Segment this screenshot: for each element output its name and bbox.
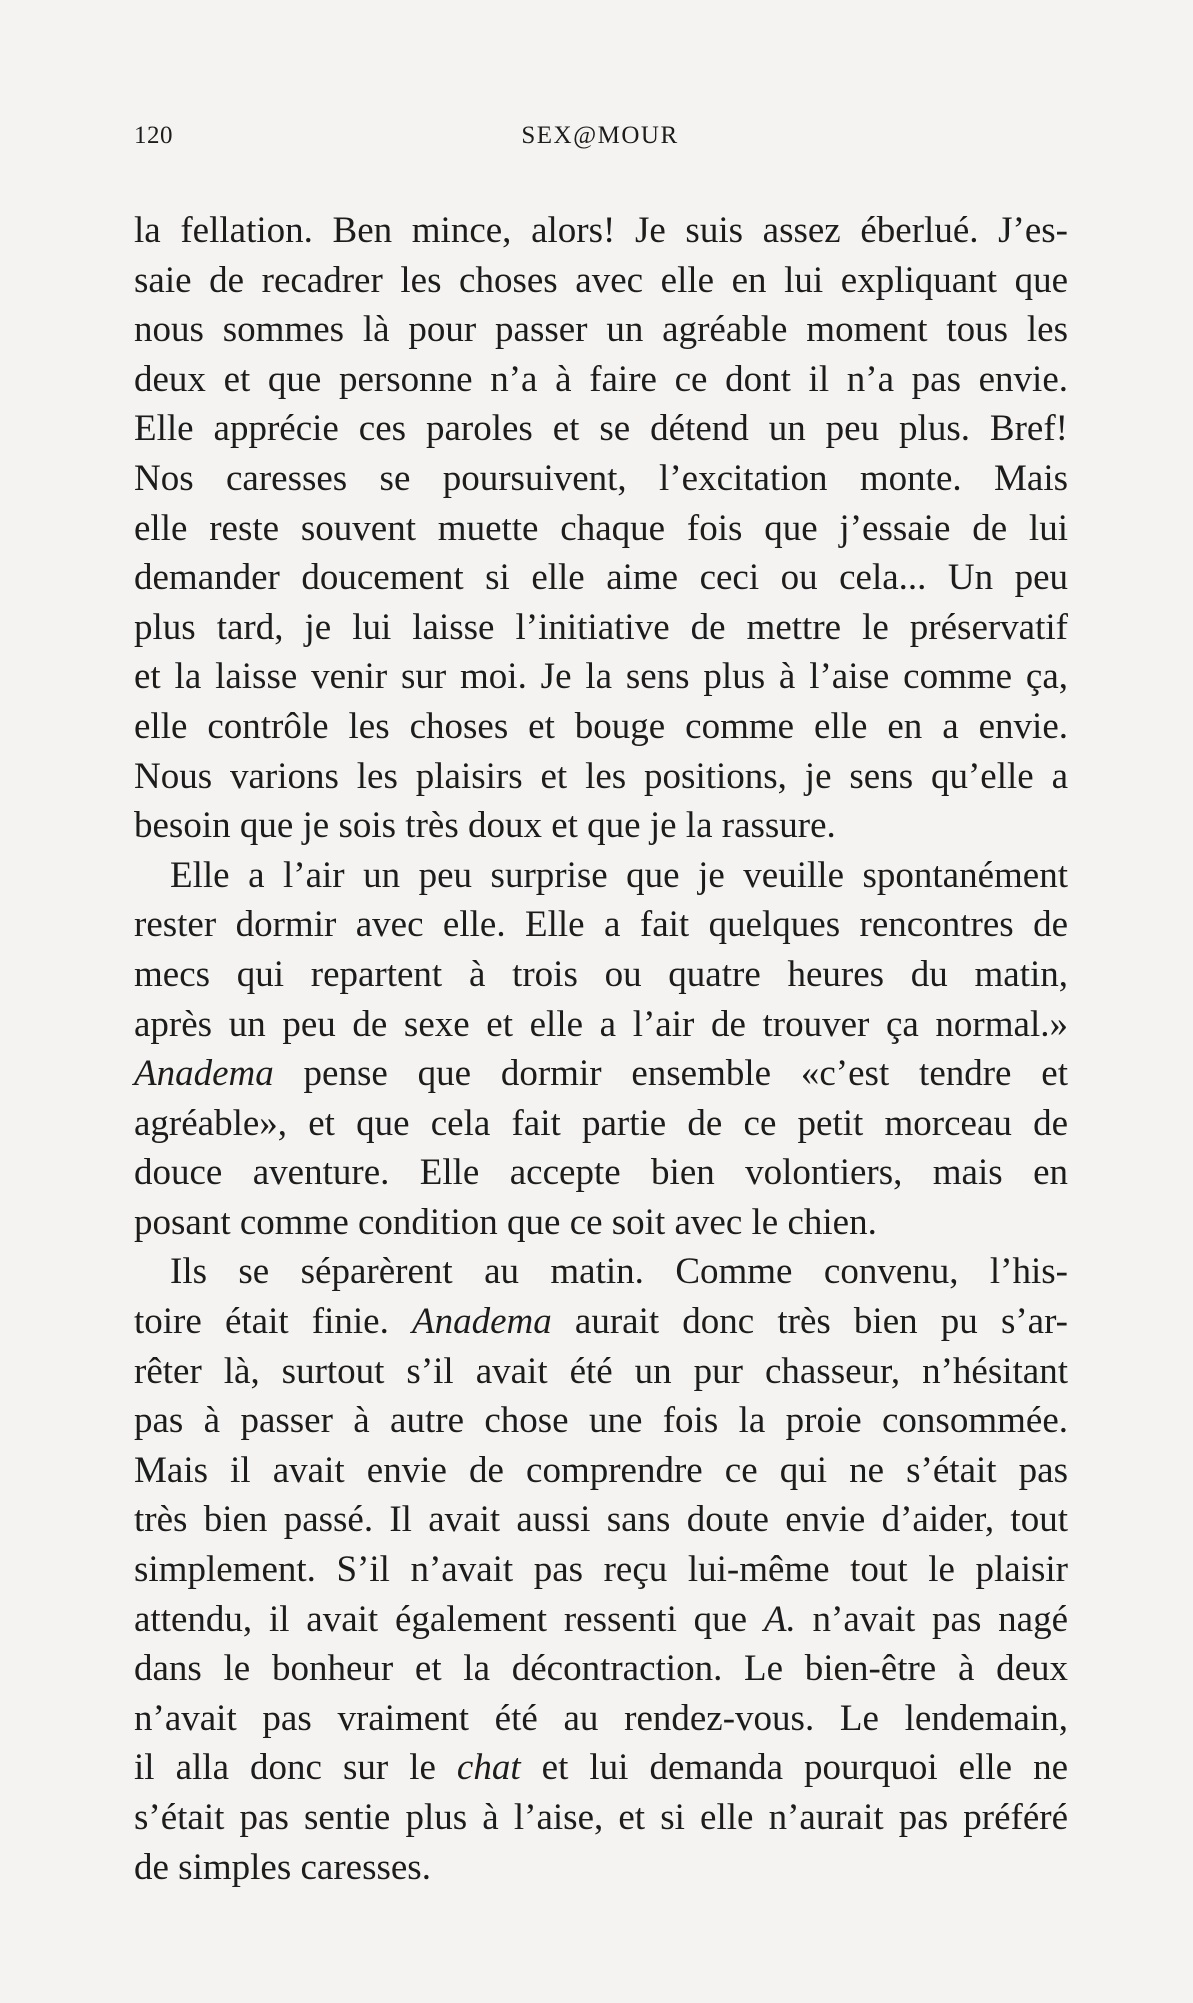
text-line: Ils se séparèrent au matin. Comme convenu, l’his-	[170, 1251, 1068, 1293]
text-line: il alla donc sur le chat et lui demanda pourquoi elle ne	[134, 1747, 1068, 1789]
text-line: besoin que je sois très doux et que je la rassure.	[134, 805, 836, 847]
text-line: saie de recadrer les choses avec elle en lui expliquant que	[134, 259, 1068, 301]
text-line: rester dormir avec elle. Elle a fait quelques rencontres de	[134, 904, 1068, 946]
text-line: Nos caresses se poursuivent, l’excitation monte. Mais	[134, 457, 1068, 499]
text-line: très bien passé. Il avait aussi sans doute envie d’aider, tout	[134, 1499, 1068, 1541]
text-line: douce aventure. Elle accepte bien volontiers, mais en	[134, 1152, 1068, 1194]
text-line: Elle a l’air un peu surprise que je veuille spontanément	[170, 854, 1068, 896]
text-line: demander doucement si elle aime ceci ou cela... Un peu	[134, 557, 1068, 599]
text-line: Elle apprécie ces paroles et se détend un peu plus. Bref!	[134, 408, 1068, 450]
text-line: posant comme condition que ce soit avec le chien.	[134, 1201, 877, 1243]
text-line: Nous varions les plaisirs et les positions, je sens qu’elle a	[134, 755, 1068, 797]
show-through-text	[134, 1810, 1068, 1906]
text-line: de simples caresses.	[134, 1846, 431, 1888]
text-line: nous sommes là pour passer un agréable moment tous les	[134, 309, 1068, 351]
text-line: elle contrôle les choses et bouge comme elle en a envie.	[134, 705, 1068, 747]
text-line: la fellation. Ben mince, alors! Je suis assez éberlué. J’es-	[134, 210, 1068, 251]
text-line: Anadema pense que dormir ensemble «c’est tendre et	[134, 1053, 1068, 1095]
running-title: SEX@MOUR	[521, 122, 679, 149]
text-line: deux et que personne n’a à faire ce dont il n’a pas envie.	[134, 358, 1068, 400]
text-line: n’avait pas vraiment été au rendez-vous. Le lendemain,	[134, 1697, 1068, 1739]
text-line: toire était finie. Anadema aurait donc très bien pu s’ar-	[134, 1301, 1068, 1343]
text-line: mecs qui repartent à trois ou quatre heures du matin,	[134, 953, 1068, 995]
text-line: simplement. S’il n’avait pas reçu lui-même tout le plaisir	[134, 1549, 1068, 1591]
text-line: pas à passer à autre chose une fois la proie consommée.	[134, 1400, 1068, 1442]
text-line: dans le bonheur et la décontraction. Le bien-être à deux	[134, 1648, 1068, 1690]
text-line: et la laisse venir sur moi. Je la sens plus à l’aise comme ça,	[134, 656, 1068, 698]
text-line: après un peu de sexe et elle a l’air de trouver ça normal.»	[134, 1003, 1068, 1045]
page-header	[134, 122, 1066, 162]
body-text	[134, 206, 1068, 1892]
text-line: agréable», et que cela fait partie de ce petit morceau de	[134, 1102, 1068, 1144]
text-line: plus tard, je lui laisse l’initiative de mettre le préservatif	[134, 606, 1068, 648]
text-line: Mais il avait envie de comprendre ce qui ne s’était pas	[134, 1449, 1068, 1491]
text-line: elle reste souvent muette chaque fois que j’essaie de lui	[134, 507, 1068, 549]
text-line: rêter là, surtout s’il avait été un pur chasseur, n’hésitant	[134, 1350, 1068, 1392]
text-line: attendu, il avait également ressenti que A. n’avait pas nagé	[134, 1598, 1068, 1640]
page-number: 120	[134, 122, 173, 149]
text-line: s’était pas sentie plus à l’aise, et si elle n’aurait pas préféré	[134, 1797, 1068, 1838]
